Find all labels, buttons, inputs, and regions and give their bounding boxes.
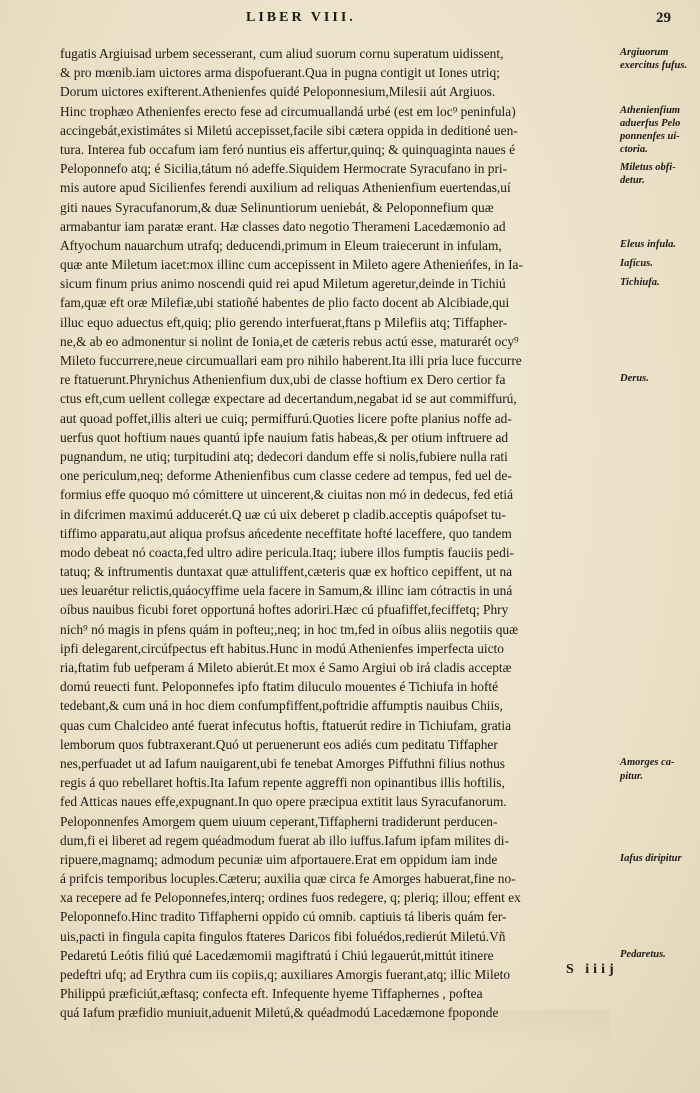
running-head: LIBER VIII. [246, 10, 356, 25]
text-line: Mileto fuccurrere,neue circumuallari eam pro nihilo haberent.Ita illi pria luce fuccurre [60, 353, 522, 368]
text-line: Peloponnefo.Hinc tradito Tiffapherni oppido cú omnib. captiuis tá liberis quám fer- [60, 909, 507, 925]
page-header [0, 10, 700, 36]
marginal-note: Eleus infula. [620, 239, 677, 250]
text-line: Hinc trophæo Athenienfes erecto fese ad circumuallandá urbé (est em loc⁹ peninfula) [60, 103, 516, 119]
text-line: á prifcis temporibus locuples.Cæteru; auxilia quæ circa fe Amorges habuerat,fine no- [60, 871, 516, 887]
text-line: nich⁹ nó magis in pfens quám in pofteu;,neq; in hoc tm,fed in oíbus aliis negotiis quæ [60, 621, 519, 637]
marginal-note: Argiuorum exercitus fufus. [620, 47, 688, 72]
text-line: fam,quæ eft oræ Milefiæ,ubi statioñé habentes de plio facto docent ab Alcibiade,qui [60, 295, 510, 311]
marginal-note: Iafus diripitur [620, 853, 682, 865]
text-line: oíbus nauibus ficubi foret opportuná hoftes adoriri.Hæc cú pfuafiffet,feciffetq; Phry [60, 602, 509, 618]
text-line: Pedaretú Leótis filiú qué Lacedæmomii magiftratú í Chiú legauerút,mittút itinere [60, 947, 494, 963]
text-line: tiffimo apparatu,aut aliqua profsus ańcedente neceffitate hofté laceffere, quo tandem [60, 525, 512, 541]
text-line: lemborum quos fubtraxerant.Quó ut peruenerunt eos adiés cum peditatu Tiffapher [60, 736, 498, 752]
marginal-note: Amorges ca- pitur. [620, 757, 675, 782]
text-line: one periculum,neq; deforme Athenienfibus cum classe cedere ad tempus, fed uel de- [60, 468, 512, 484]
text-line: quæ ante Miletum iacet:mox illinc cum accepissent in Mileto agere Athenieńfes, in Ia- [60, 257, 523, 273]
text-line: nes,perfuadet ut ad Iafum nauigarent,ubi fe tenebat Amorges Piffuthni filius nothus [60, 755, 506, 771]
text-line: armabantur iam paratæ erant. Hæ classes dato negotio Therameni Lacedæmonio ad [60, 218, 506, 234]
text-line: re ftatuerunt.Phrynichus Athenienfium dux,ubi de classe hoftium ex Dero certior fa [60, 372, 506, 388]
text-line: mis autore apud Sicilienfes ferendi auxilium ad reliquas Athenienfium euertendas,uí [60, 180, 511, 196]
text-line: sicum finum prius animo noscendi quid rei apud Miletum ageretur,deinde in Tichiú [60, 276, 506, 292]
text-line: ne,& ab eo admonentur si nolint de Ionia,et de cæteris rebus actú esse, maturarét ocy⁹ [60, 333, 519, 349]
text-line: accingebát,existimátes si Miletú accepisset,facile sibi cætera oppida in deditioné uen- [60, 122, 518, 138]
text-line: ria,ftatim fub uefperam á Mileto abierút.Et mox é Samo Argiui ob irá cladis acceptæ [60, 660, 512, 675]
text-line: uerfus quot hoftium naues quantú ipfe nauium fatis habeas,& per otium inftruere ad [60, 429, 509, 445]
text-line: fugatis Argiuisad urbem secesserant, cum aliud suorum cornu superatum uidissent, [60, 46, 504, 61]
text-line: modo debeat nó coacta,fed ultro adire pericula.Itaq; iubere illos fumptis fauciis pedi- [60, 544, 515, 560]
text-line: aut quoad poffet,illis alteri ue cuiq; permiffurú.Quoties licere pofte planius noffe ad- [60, 410, 512, 426]
text-line: fed Atticas naues effe,expugnant.In quo opere præcipua extitit laus Syracufanorum. [60, 794, 507, 810]
text-line: Philippú præficiút,æftasq; confecta eft. Infequente hyeme Tiffaphernes , poftea [60, 986, 483, 1002]
ink-bleed-through [90, 1010, 610, 1050]
signature-mark: S iiij [566, 962, 618, 977]
text-line: ctus eft,cum uellent collegæ expectare ad decertandum,negabat id se aut commiffurú, [60, 391, 517, 407]
text-line: tatuq; & inftrumentis duntaxat quæ attuliffent,cæteris quæ ex hoftico cepiffent, ut na [60, 564, 513, 580]
text-line: quá Iafum præfidio muniuit,aduenit Miletú,& quéadmodú Lacedæmone fpoponde [60, 1005, 499, 1021]
text-line: domú reuecti funt. Peloponnefes ipfo ftatim diluculo mouentes é Tichiufa in hofté [60, 679, 499, 695]
marginal-note: Athenienfium aduerfus Pelo ponnenfes ui- ctoria. [620, 104, 681, 156]
marginal-note: Tichiufa. [620, 277, 660, 289]
marginal-note: Derus. [620, 373, 649, 385]
text-line: dum,fi ei liberet ad regem quéadmodum fuerat ab illo iuffus.Iafum ipfam milites di- [60, 832, 509, 848]
text-line: formius effe quoquo mó cómittere ut uincerent,& ciuitas non mó in dedecus, fed etiá [60, 487, 514, 503]
text-line: regis á quo rebellaret hoftis.Ita Iafum repente aggreffi non opinantibus illis hoftilis, [60, 775, 505, 791]
text-line: giti naues Syracufanorum,& duæ Selinuntiorum ueniebát, & Peloponnefium quæ [60, 199, 494, 215]
marginal-note: Iafícus. [620, 258, 653, 270]
main-text-block [60, 44, 615, 1023]
text-line: ripuere,magnamq; admodum pecuniæ uim afportauere.Erat em oppidum iam inde [60, 851, 498, 867]
text-line: illuc equo aduectus eft,quiq; plio gerendo interfuerat,ftans p Milefiis atq; Tiffapher- [60, 314, 508, 330]
text-line: pugnandum, ne utiq; turpitudini atq; dedecori dandum effe si nolis,fubiere nulla rati [60, 448, 508, 464]
text-line: uis,pacti in fingula capita fingulos ftateres Daricos fibi foluédos,redierút Miletú.Vñ [60, 928, 506, 944]
text-line: Peloponnenfes Amorgem quem uiuum ceperant,Tiffapherni tradiderunt perducen- [60, 813, 498, 829]
text-line: tura. Interea fub occafum iam feró nuntius eis affertur,quinq; & quinquaginta naues é [60, 141, 516, 157]
text-line: ipfi delegarent,circúfpectus eft habitus.Hunc in modú Athenienfes imperfecta uicto [60, 640, 504, 656]
text-line: Dorum uictores exifterent.Athenienfes quidé Peloponnesium,Milesii aút Argiuos. [60, 84, 496, 100]
marginal-note: Miletus obfi- detur. [620, 162, 676, 187]
text-line: Aftyochum nauarchum utrafq; deducendi,primum in Eleum traiecerunt in infulam, [60, 237, 502, 253]
text-line: Peloponnefo atq; é Sicilia,tátum nó adeffe.Siquidem Hermocrate Syracufano in pri- [60, 161, 508, 177]
text-line: pedeftri ufq; ad Erythra cum iis copiis,q; auxiliares Amorgis fuerant,atq; illic Mileto [60, 967, 511, 982]
text-line: & pro mœnib.iam uictores arma dispofuerant.Qua in pugna contigit ut Iones utriq; [60, 65, 500, 81]
text-line: ues leuarétur relictis,quáocyffime uela facere in Samum,& illinc iam cótractis in uná [60, 583, 513, 599]
page-number: 29 [656, 10, 671, 26]
text-line: xa recepere ad fe Peloponnefes,interq; ordines fuos redegere, q; pleriq; illou; effent ex [60, 890, 521, 906]
text-line: tedebant,& cum uná in hoc diem confumpfiffent,poftridie affumptis nauibus Chiis, [60, 698, 503, 714]
text-line: quas cum Chalcideo anté fuerat infecutus hoftis, ftatuerút redire in Tichiufam, gratia [60, 717, 512, 733]
marginal-note: Pedaretus. [620, 949, 666, 961]
text-line: in difcrimen maximú adducerét.Q uæ cú uix deberet p cladib.acceptis quápofset tu- [60, 506, 506, 522]
